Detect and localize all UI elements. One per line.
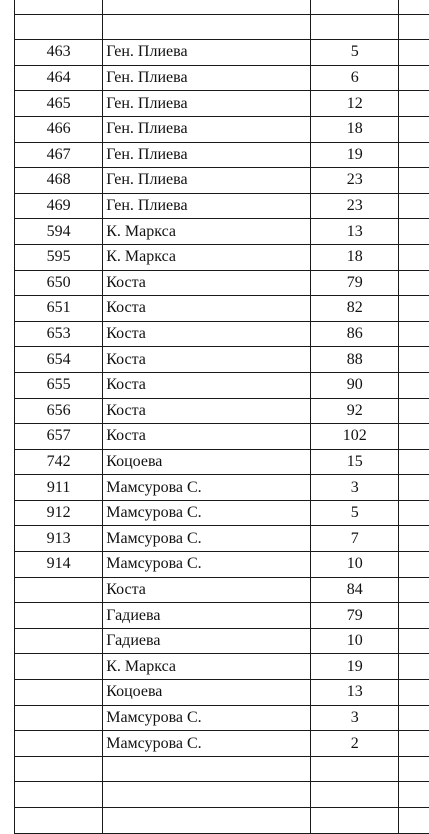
- table-row: [15, 347, 429, 373]
- empty-extra-cell: [399, 14, 429, 40]
- table-row: [15, 654, 429, 680]
- house-number-cell: 102: [311, 424, 399, 450]
- empty-extra-cell: [399, 91, 429, 117]
- row-number-cell: [15, 756, 103, 782]
- street-name-cell: К. Маркса: [103, 654, 311, 680]
- table-row: [15, 65, 429, 91]
- street-name-cell: Коста: [103, 296, 311, 322]
- row-number-cell: [15, 0, 103, 14]
- house-number-cell: [311, 14, 399, 40]
- empty-extra-cell: [399, 731, 429, 757]
- table-row: [15, 193, 429, 219]
- street-name-cell: Мамсурова С.: [103, 731, 311, 757]
- row-number-cell: [15, 577, 103, 603]
- street-name-cell: [103, 0, 311, 14]
- row-number-cell: [15, 705, 103, 731]
- empty-extra-cell: [399, 808, 429, 834]
- table-row: [15, 0, 429, 14]
- table-row: [15, 270, 429, 296]
- row-number-cell: 469: [15, 193, 103, 219]
- row-number-cell: [15, 14, 103, 40]
- house-number-cell: 13: [311, 219, 399, 245]
- empty-extra-cell: [399, 142, 429, 168]
- empty-extra-cell: [399, 756, 429, 782]
- row-number-cell: 657: [15, 424, 103, 450]
- row-number-cell: 650: [15, 270, 103, 296]
- table-row: [15, 449, 429, 475]
- house-number-cell: 79: [311, 270, 399, 296]
- row-number-cell: 595: [15, 244, 103, 270]
- table-row: [15, 142, 429, 168]
- street-name-cell: Ген. Плиева: [103, 142, 311, 168]
- table-row: [15, 398, 429, 424]
- table-row: [15, 475, 429, 501]
- house-number-cell: 10: [311, 628, 399, 654]
- street-name-cell: Мамсурова С.: [103, 475, 311, 501]
- house-number-cell: 19: [311, 654, 399, 680]
- house-number-cell: 19: [311, 142, 399, 168]
- house-number-cell: 5: [311, 500, 399, 526]
- empty-extra-cell: [399, 500, 429, 526]
- row-number-cell: 465: [15, 91, 103, 117]
- street-name-cell: [103, 756, 311, 782]
- house-number-cell: 86: [311, 321, 399, 347]
- house-number-cell: 15: [311, 449, 399, 475]
- house-number-cell: 88: [311, 347, 399, 373]
- row-number-cell: 655: [15, 372, 103, 398]
- empty-extra-cell: [399, 603, 429, 629]
- row-number-cell: 467: [15, 142, 103, 168]
- house-number-cell: 10: [311, 552, 399, 578]
- house-number-cell: 7: [311, 526, 399, 552]
- empty-extra-cell: [399, 270, 429, 296]
- row-number-cell: [15, 654, 103, 680]
- house-number-cell: 23: [311, 193, 399, 219]
- table-row: [15, 168, 429, 194]
- street-name-cell: Коста: [103, 424, 311, 450]
- table-row: [15, 424, 429, 450]
- table-row: [15, 552, 429, 578]
- table-row: [15, 40, 429, 66]
- table-row: [15, 603, 429, 629]
- row-number-cell: 742: [15, 449, 103, 475]
- table-row: [15, 705, 429, 731]
- address-table-body: [15, 0, 429, 833]
- table-row: [15, 219, 429, 245]
- street-name-cell: Ген. Плиева: [103, 168, 311, 194]
- table-row: [15, 808, 429, 834]
- house-number-cell: 84: [311, 577, 399, 603]
- row-number-cell: 464: [15, 65, 103, 91]
- empty-extra-cell: [399, 680, 429, 706]
- street-name-cell: [103, 808, 311, 834]
- empty-extra-cell: [399, 296, 429, 322]
- row-number-cell: [15, 603, 103, 629]
- empty-extra-cell: [399, 628, 429, 654]
- house-number-cell: 13: [311, 680, 399, 706]
- house-number-cell: [311, 0, 399, 14]
- house-number-cell: 3: [311, 475, 399, 501]
- row-number-cell: 463: [15, 40, 103, 66]
- street-name-cell: [103, 782, 311, 808]
- street-name-cell: К. Маркса: [103, 219, 311, 245]
- table-row: [15, 526, 429, 552]
- table-row: [15, 244, 429, 270]
- house-number-cell: 12: [311, 91, 399, 117]
- row-number-cell: [15, 731, 103, 757]
- row-number-cell: 466: [15, 116, 103, 142]
- empty-extra-cell: [399, 168, 429, 194]
- street-name-cell: Ген. Плиева: [103, 91, 311, 117]
- row-number-cell: 913: [15, 526, 103, 552]
- street-name-cell: Ген. Плиева: [103, 40, 311, 66]
- empty-extra-cell: [399, 705, 429, 731]
- house-number-cell: 92: [311, 398, 399, 424]
- street-name-cell: Коста: [103, 321, 311, 347]
- street-name-cell: К. Маркса: [103, 244, 311, 270]
- street-name-cell: [103, 14, 311, 40]
- row-number-cell: 594: [15, 219, 103, 245]
- empty-extra-cell: [399, 321, 429, 347]
- empty-extra-cell: [399, 219, 429, 245]
- table-row: [15, 116, 429, 142]
- house-number-cell: 18: [311, 244, 399, 270]
- row-number-cell: [15, 680, 103, 706]
- street-name-cell: Мамсурова С.: [103, 500, 311, 526]
- street-name-cell: Ген. Плиева: [103, 193, 311, 219]
- table-row: [15, 91, 429, 117]
- empty-extra-cell: [399, 398, 429, 424]
- table-row: [15, 756, 429, 782]
- house-number-cell: 6: [311, 65, 399, 91]
- row-number-cell: 651: [15, 296, 103, 322]
- street-name-cell: Ген. Плиева: [103, 116, 311, 142]
- table-row: [15, 14, 429, 40]
- address-table: [14, 0, 429, 834]
- house-number-cell: [311, 782, 399, 808]
- house-number-cell: 3: [311, 705, 399, 731]
- empty-extra-cell: [399, 424, 429, 450]
- house-number-cell: 18: [311, 116, 399, 142]
- house-number-cell: 82: [311, 296, 399, 322]
- row-number-cell: 654: [15, 347, 103, 373]
- table-row: [15, 372, 429, 398]
- house-number-cell: 23: [311, 168, 399, 194]
- table-row: [15, 628, 429, 654]
- street-name-cell: Коцоева: [103, 449, 311, 475]
- row-number-cell: 912: [15, 500, 103, 526]
- street-name-cell: Гадиева: [103, 603, 311, 629]
- empty-extra-cell: [399, 526, 429, 552]
- table-row: [15, 296, 429, 322]
- house-number-cell: 90: [311, 372, 399, 398]
- street-name-cell: Коста: [103, 398, 311, 424]
- empty-extra-cell: [399, 552, 429, 578]
- row-number-cell: 656: [15, 398, 103, 424]
- table-row: [15, 680, 429, 706]
- row-number-cell: [15, 628, 103, 654]
- empty-extra-cell: [399, 116, 429, 142]
- house-number-cell: 79: [311, 603, 399, 629]
- empty-extra-cell: [399, 244, 429, 270]
- street-name-cell: Коста: [103, 577, 311, 603]
- empty-extra-cell: [399, 654, 429, 680]
- table-row: [15, 731, 429, 757]
- street-name-cell: Мамсурова С.: [103, 552, 311, 578]
- empty-extra-cell: [399, 193, 429, 219]
- row-number-cell: 914: [15, 552, 103, 578]
- table-row: [15, 321, 429, 347]
- empty-extra-cell: [399, 40, 429, 66]
- row-number-cell: [15, 782, 103, 808]
- table-row: [15, 782, 429, 808]
- row-number-cell: [15, 808, 103, 834]
- street-name-cell: Коцоева: [103, 680, 311, 706]
- empty-extra-cell: [399, 577, 429, 603]
- empty-extra-cell: [399, 782, 429, 808]
- street-name-cell: Коста: [103, 372, 311, 398]
- house-number-cell: 2: [311, 731, 399, 757]
- table-row: [15, 500, 429, 526]
- street-name-cell: Мамсурова С.: [103, 705, 311, 731]
- empty-extra-cell: [399, 0, 429, 14]
- house-number-cell: [311, 756, 399, 782]
- empty-extra-cell: [399, 475, 429, 501]
- street-name-cell: Коста: [103, 347, 311, 373]
- empty-extra-cell: [399, 449, 429, 475]
- street-name-cell: Мамсурова С.: [103, 526, 311, 552]
- street-name-cell: Ген. Плиева: [103, 65, 311, 91]
- row-number-cell: 468: [15, 168, 103, 194]
- row-number-cell: 653: [15, 321, 103, 347]
- street-name-cell: Коста: [103, 270, 311, 296]
- empty-extra-cell: [399, 347, 429, 373]
- empty-extra-cell: [399, 372, 429, 398]
- table-row: [15, 577, 429, 603]
- empty-extra-cell: [399, 65, 429, 91]
- house-number-cell: 5: [311, 40, 399, 66]
- row-number-cell: 911: [15, 475, 103, 501]
- house-number-cell: [311, 808, 399, 834]
- street-name-cell: Гадиева: [103, 628, 311, 654]
